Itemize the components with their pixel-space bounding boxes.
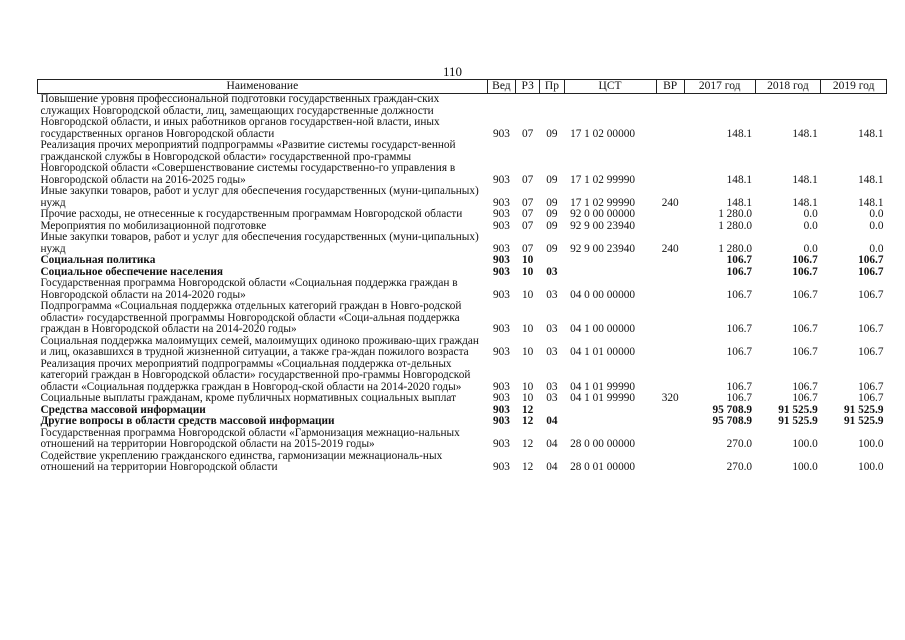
cell-rz: 10 [522, 380, 534, 393]
cell-vr [656, 416, 684, 428]
table-row [38, 94, 887, 141]
col-rz-header: РЗ [516, 80, 540, 94]
table-row [38, 140, 887, 186]
table-row [38, 451, 887, 474]
cell-pr: 09 [546, 127, 558, 140]
cell-ved: 903 [492, 208, 510, 220]
cell-2019: 148.1 [858, 196, 884, 209]
cell-name: Содействие укреплению гражданского единства, гармонизации межнациональ-ных отношений на территории Новгородской области [40, 449, 443, 473]
cell-rz: 10 [522, 392, 534, 404]
cell-2018: 148.1 [792, 196, 818, 209]
cell-pr: 09 [546, 242, 558, 255]
cell-name: Реализация прочих мероприятий подпрограммы «Социальная поддержка от-дельных категорий граждан в Новгородской области» государственной про-граммы Новгородской области «Социальная поддержка граждан в Новгород-ской области на 2014-2020 годы» [40, 357, 471, 393]
cell-2017: 148.1 [726, 173, 753, 186]
cell-name: Прочие расходы, не отнесенные к государственным программам Новгородской области [40, 208, 463, 220]
cell-name: Социальные выплаты гражданам, кроме публичных нормативных социальных выплат [40, 392, 457, 404]
cell-cst: 04 1 01 99990 [570, 392, 636, 404]
cell-cst: 04 0 00 00000 [570, 288, 636, 301]
cell-pr: 03 [546, 346, 558, 358]
cell-ved: 903 [492, 438, 510, 450]
cell-cst [564, 416, 656, 428]
table-row [38, 255, 887, 267]
cell-name: Реализация прочих мероприятий подпрограммы «Развитие системы государст-венной гражданской службы в Новгородской области» государственной про-граммы Новгородской области «Совершенствование системы государственно-го управления в Новгородской области на 2016-2025 годы» [40, 139, 456, 186]
cell-2017: 270.0 [726, 461, 753, 473]
cell-2018: 106.7 [792, 392, 818, 404]
cell-2019: 148.1 [858, 173, 884, 186]
cell-vr [656, 278, 684, 301]
cell-ved: 903 [492, 219, 510, 232]
cell-2019: 91 525.9 [843, 415, 884, 427]
cell-vr [656, 336, 684, 359]
cell-vr [656, 94, 684, 141]
cell-pr: 03 [546, 265, 558, 278]
cell-ved: 903 [492, 415, 510, 427]
cell-2018: 148.1 [792, 173, 818, 186]
cell-2019: 106.7 [858, 265, 884, 278]
cell-name: Средства массовой информации [40, 403, 206, 416]
cell-cst: 17 1 02 99990 [570, 173, 636, 186]
cell-2019: 106.7 [858, 288, 884, 301]
cell-rz: 10 [522, 254, 534, 266]
cell-cst: 92 9 00 23940 [570, 219, 636, 232]
col-2018-header: 2018 год [755, 80, 821, 94]
cell-pr: 09 [546, 173, 558, 186]
cell-ved: 903 [492, 196, 510, 209]
cell-rz: 10 [522, 288, 534, 301]
cell-vr: 240 [661, 196, 679, 209]
cell-ved: 903 [492, 265, 510, 278]
col-vr-header: ВР [656, 80, 684, 94]
cell-pr: 09 [546, 196, 558, 209]
cell-2018: 91 525.9 [778, 415, 818, 427]
cell-cst [564, 255, 656, 267]
cell-2018: 0.0 [803, 219, 818, 232]
cell-2018: 100.0 [792, 438, 818, 450]
cell-vr [656, 451, 684, 474]
cell-name: Социальная поддержка малоимущих семей, малоимущих одиноко проживаю-щих граждан и лиц, оказавшихся в трудной жизненной ситуации, а также гра-ждан пожилого возраста [40, 334, 479, 358]
cell-ved: 903 [492, 323, 510, 335]
cell-2017: 148.1 [726, 196, 753, 209]
cell-2019: 106.7 [858, 323, 884, 335]
cell-pr: 04 [546, 461, 558, 473]
table-row [38, 186, 887, 209]
cell-name: Повышение уровня профессиональной подготовки государственных граждан-ских служащих Новгородской области, лиц, замещающих государственные должности Новгородской области, и иных работников органов государствен-ной власти, иных государственных органов Новгородской области [40, 93, 440, 140]
cell-ved: 903 [492, 242, 510, 255]
cell-name: Социальное обеспечение населения [40, 265, 223, 278]
cell-2017: 270.0 [726, 438, 753, 450]
cell-vr [656, 209, 684, 221]
cell-2017: 106.7 [726, 288, 753, 301]
cell-rz: 10 [522, 265, 534, 278]
cell-pr [540, 255, 564, 267]
cell-2019: 0.0 [869, 208, 884, 220]
cell-2017: 106.7 [726, 254, 753, 266]
cell-2017: 95 708.9 [712, 403, 753, 416]
cell-ved: 903 [492, 380, 510, 393]
cell-name: Иные закупки товаров, работ и услуг для обеспечения государственных (муни-ципальных) нужд [40, 185, 479, 209]
cell-vr [656, 301, 684, 336]
cell-pr: 09 [546, 208, 558, 220]
cell-pr: 09 [546, 219, 558, 232]
cell-rz: 12 [522, 438, 534, 450]
page-number: 110 [442, 64, 463, 79]
cell-2017: 106.7 [726, 265, 753, 278]
cell-2018: 0.0 [803, 242, 818, 255]
cell-2018: 106.7 [792, 254, 818, 266]
cell-cst: 28 0 00 00000 [570, 438, 636, 450]
cell-cst: 04 1 00 00000 [570, 323, 636, 335]
cell-pr: 03 [546, 323, 558, 335]
table-row [38, 336, 887, 359]
table-row [38, 209, 887, 221]
cell-2017: 1 280.0 [718, 219, 753, 232]
cell-name: Иные закупки товаров, работ и услуг для обеспечения государственных (муни-ципальных) нужд [40, 231, 479, 255]
cell-pr: 03 [546, 288, 558, 301]
cell-rz: 10 [522, 346, 534, 358]
col-2019-header: 2019 год [821, 80, 887, 94]
cell-2018: 106.7 [792, 323, 818, 335]
cell-vr: 320 [661, 392, 679, 404]
col-pr-header: Пр [540, 80, 564, 94]
cell-rz: 07 [522, 173, 534, 186]
cell-2018: 91 525.9 [778, 403, 818, 416]
cell-2017: 1 280.0 [718, 208, 753, 220]
table-row [38, 393, 887, 405]
cell-2017: 95 708.9 [712, 415, 753, 427]
col-cst-header: ЦСТ [564, 80, 656, 94]
cell-vr [656, 428, 684, 451]
cell-vr [656, 359, 684, 394]
cell-cst: 17 1 02 00000 [570, 127, 636, 140]
cell-2018: 0.0 [803, 208, 818, 220]
cell-2019: 91 525.9 [843, 403, 884, 416]
cell-cst [564, 405, 656, 417]
cell-vr: 240 [661, 242, 679, 255]
cell-name: Другие вопросы в области средств массовой информации [40, 415, 335, 427]
cell-ved: 903 [492, 461, 510, 473]
cell-2017: 1 280.0 [718, 242, 753, 255]
cell-pr: 03 [546, 392, 558, 404]
cell-rz: 07 [522, 219, 534, 232]
cell-2018: 106.7 [792, 380, 818, 393]
cell-pr: 03 [546, 380, 558, 393]
cell-2017: 148.1 [726, 127, 753, 140]
cell-name: Государственная программа Новгородской области «Гармонизация межнацио-нальных отношений на территории Новгородской области на 2015-2019 годы» [40, 426, 460, 450]
table-row [38, 359, 887, 394]
table-row [38, 301, 887, 336]
budget-table [37, 79, 887, 474]
cell-2019: 100.0 [858, 438, 884, 450]
cell-vr [656, 255, 684, 267]
cell-2018: 106.7 [792, 346, 818, 358]
cell-vr [656, 405, 684, 417]
cell-2018: 100.0 [792, 461, 818, 473]
cell-ved: 903 [492, 346, 510, 358]
cell-name: Подпрограмма «Социальная поддержка отдельных категорий граждан в Новго-родской области» государственной программы Новгородской области «Соци-альная поддержка граждан в Новгородской области на 2014-2020 годы» [40, 300, 462, 335]
cell-name: Государственная программа Новгородской области «Социальная поддержка граждан в Новгородской области на 2014-2020 годы» [40, 277, 458, 301]
cell-rz: 07 [522, 208, 534, 220]
cell-2018: 148.1 [792, 127, 818, 140]
cell-ved: 903 [492, 173, 510, 186]
cell-ved: 903 [492, 254, 510, 266]
cell-rz: 12 [522, 461, 534, 473]
cell-2018: 106.7 [792, 288, 818, 301]
col-2017-header: 2017 год [684, 80, 755, 94]
col-ved-header: Вед [487, 80, 515, 94]
cell-2017: 106.7 [726, 380, 753, 393]
cell-vr [656, 140, 684, 186]
cell-cst: 28 0 01 00000 [570, 461, 636, 473]
cell-2017: 106.7 [726, 323, 753, 335]
cell-ved: 903 [492, 288, 510, 301]
cell-ved: 903 [492, 127, 510, 140]
cell-2017: 106.7 [726, 346, 753, 358]
cell-2019: 148.1 [858, 127, 884, 140]
cell-2019: 100.0 [858, 461, 884, 473]
table-row [38, 416, 887, 428]
cell-ved: 903 [492, 392, 510, 404]
cell-rz: 07 [522, 127, 534, 140]
cell-pr: 04 [546, 415, 558, 427]
cell-name: Мероприятия по мобилизационной подготовке [40, 219, 267, 232]
cell-rz: 07 [522, 242, 534, 255]
cell-pr: 04 [546, 438, 558, 450]
cell-cst: 04 1 01 00000 [570, 346, 636, 358]
cell-cst: 17 1 02 99990 [570, 196, 636, 209]
table-header [38, 80, 887, 94]
cell-2019: 0.0 [869, 219, 884, 232]
col-name-header: Наименование [38, 80, 488, 94]
cell-2019: 106.7 [858, 346, 884, 358]
cell-vr [656, 221, 684, 233]
cell-vr [656, 267, 684, 279]
cell-ved: 903 [492, 403, 510, 416]
cell-2018: 106.7 [792, 265, 818, 278]
cell-rz: 12 [522, 415, 534, 427]
cell-2019: 106.7 [858, 254, 884, 266]
table-row [38, 232, 887, 255]
cell-cst: 92 0 00 00000 [570, 208, 636, 220]
table-row [38, 428, 887, 451]
cell-name: Социальная политика [40, 254, 156, 266]
cell-cst: 04 1 01 99990 [570, 380, 636, 393]
cell-2019: 106.7 [858, 392, 884, 404]
cell-2017: 106.7 [726, 392, 753, 404]
cell-cst [564, 267, 656, 279]
cell-rz: 07 [522, 196, 534, 209]
cell-2019: 0.0 [869, 242, 884, 255]
cell-rz: 12 [522, 403, 534, 416]
cell-rz: 10 [522, 323, 534, 335]
cell-2019: 106.7 [858, 380, 884, 393]
table-row [38, 278, 887, 301]
table-body [38, 94, 887, 474]
cell-cst: 92 9 00 23940 [570, 242, 636, 255]
